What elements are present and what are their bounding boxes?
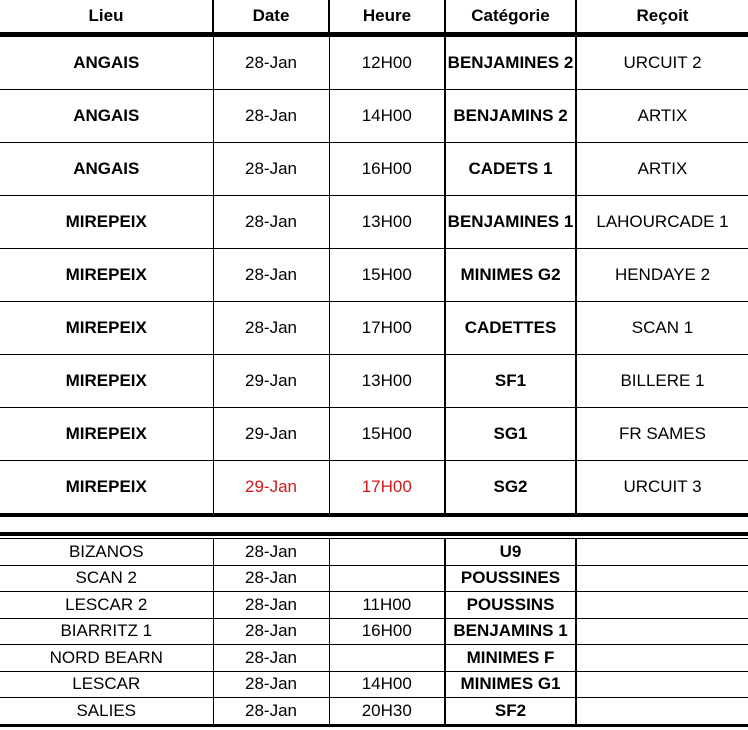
cell-lieu: MIREPEIX <box>0 196 213 249</box>
cell-categorie: MINIMES G1 <box>445 671 576 698</box>
cell-categorie: SG1 <box>445 408 576 461</box>
cell-lieu: ANGAIS <box>0 90 213 143</box>
cell-lieu: MIREPEIX <box>0 355 213 408</box>
cell-date: 29-Jan <box>213 461 329 516</box>
cell-recoit <box>576 645 748 672</box>
cell-heure: 16H00 <box>329 618 445 645</box>
cell-heure: 13H00 <box>329 355 445 408</box>
cell-recoit: ARTIX <box>576 143 748 196</box>
cell-lieu: BIARRITZ 1 <box>0 618 213 645</box>
header-row <box>0 0 748 34</box>
table-row <box>0 249 748 302</box>
table-row <box>0 671 748 698</box>
cell-categorie: BENJAMINES 1 <box>445 196 576 249</box>
cell-lieu: LESCAR 2 <box>0 592 213 619</box>
table-row <box>0 37 748 90</box>
table-row <box>0 302 748 355</box>
cell-recoit: LAHOURCADE 1 <box>576 196 748 249</box>
header-heure: Heure <box>329 0 445 34</box>
table-row <box>0 618 748 645</box>
cell-heure: 17H00 <box>329 302 445 355</box>
cell-categorie: MINIMES G2 <box>445 249 576 302</box>
table-row <box>0 461 748 516</box>
cell-date: 28-Jan <box>213 249 329 302</box>
cell-date: 28-Jan <box>213 143 329 196</box>
cell-recoit <box>576 539 748 566</box>
cell-lieu: ANGAIS <box>0 37 213 90</box>
main-schedule-table <box>0 36 748 517</box>
cell-date: 28-Jan <box>213 539 329 566</box>
cell-date: 29-Jan <box>213 408 329 461</box>
cell-categorie: U9 <box>445 539 576 566</box>
cell-heure: 20H30 <box>329 698 445 726</box>
cell-categorie: BENJAMINS 2 <box>445 90 576 143</box>
cell-categorie: CADETTES <box>445 302 576 355</box>
cell-recoit: URCUIT 2 <box>576 37 748 90</box>
secondary-schedule-table <box>0 538 748 727</box>
cell-heure: 16H00 <box>329 143 445 196</box>
header-date: Date <box>213 0 329 34</box>
cell-categorie: BENJAMINS 1 <box>445 618 576 645</box>
table-row <box>0 565 748 592</box>
cell-date: 28-Jan <box>213 196 329 249</box>
cell-heure: 15H00 <box>329 249 445 302</box>
header-recoit: Reçoit <box>576 0 748 34</box>
table-separator <box>0 514 748 536</box>
table-row <box>0 645 748 672</box>
cell-heure <box>329 565 445 592</box>
cell-lieu: MIREPEIX <box>0 302 213 355</box>
cell-lieu: MIREPEIX <box>0 408 213 461</box>
cell-heure: 13H00 <box>329 196 445 249</box>
cell-date: 28-Jan <box>213 37 329 90</box>
cell-date: 28-Jan <box>213 592 329 619</box>
cell-date: 28-Jan <box>213 565 329 592</box>
cell-lieu: NORD BEARN <box>0 645 213 672</box>
table-row <box>0 408 748 461</box>
cell-heure: 15H00 <box>329 408 445 461</box>
header-lieu: Lieu <box>0 0 213 34</box>
cell-categorie: BENJAMINES 2 <box>445 37 576 90</box>
table-row <box>0 90 748 143</box>
cell-categorie: CADETS 1 <box>445 143 576 196</box>
cell-date: 28-Jan <box>213 618 329 645</box>
cell-heure <box>329 645 445 672</box>
cell-recoit <box>576 671 748 698</box>
cell-lieu: SCAN 2 <box>0 565 213 592</box>
cell-heure: 11H00 <box>329 592 445 619</box>
cell-recoit <box>576 592 748 619</box>
cell-recoit <box>576 698 748 726</box>
cell-categorie: SF1 <box>445 355 576 408</box>
cell-recoit: SCAN 1 <box>576 302 748 355</box>
cell-date: 29-Jan <box>213 355 329 408</box>
cell-heure: 12H00 <box>329 37 445 90</box>
cell-date: 28-Jan <box>213 645 329 672</box>
table-row <box>0 355 748 408</box>
cell-lieu: LESCAR <box>0 671 213 698</box>
cell-lieu: BIZANOS <box>0 539 213 566</box>
cell-recoit <box>576 618 748 645</box>
cell-recoit: BILLERE 1 <box>576 355 748 408</box>
cell-recoit: FR SAMES <box>576 408 748 461</box>
cell-heure <box>329 539 445 566</box>
cell-categorie: SG2 <box>445 461 576 516</box>
cell-lieu: MIREPEIX <box>0 249 213 302</box>
cell-recoit: URCUIT 3 <box>576 461 748 516</box>
cell-recoit <box>576 565 748 592</box>
cell-categorie: MINIMES F <box>445 645 576 672</box>
cell-lieu: MIREPEIX <box>0 461 213 516</box>
cell-date: 28-Jan <box>213 302 329 355</box>
cell-lieu: ANGAIS <box>0 143 213 196</box>
cell-recoit: ARTIX <box>576 90 748 143</box>
cell-categorie: POUSSINES <box>445 565 576 592</box>
cell-lieu: SALIES <box>0 698 213 726</box>
table-row <box>0 698 748 726</box>
table-row <box>0 143 748 196</box>
cell-categorie: POUSSINS <box>445 592 576 619</box>
cell-heure: 17H00 <box>329 461 445 516</box>
table-row <box>0 592 748 619</box>
cell-heure: 14H00 <box>329 90 445 143</box>
cell-categorie: SF2 <box>445 698 576 726</box>
table-row <box>0 196 748 249</box>
header-table <box>0 0 748 36</box>
cell-heure: 14H00 <box>329 671 445 698</box>
cell-date: 28-Jan <box>213 90 329 143</box>
cell-date: 28-Jan <box>213 698 329 726</box>
header-categorie: Catégorie <box>445 0 576 34</box>
table-row <box>0 539 748 566</box>
cell-date: 28-Jan <box>213 671 329 698</box>
cell-recoit: HENDAYE 2 <box>576 249 748 302</box>
